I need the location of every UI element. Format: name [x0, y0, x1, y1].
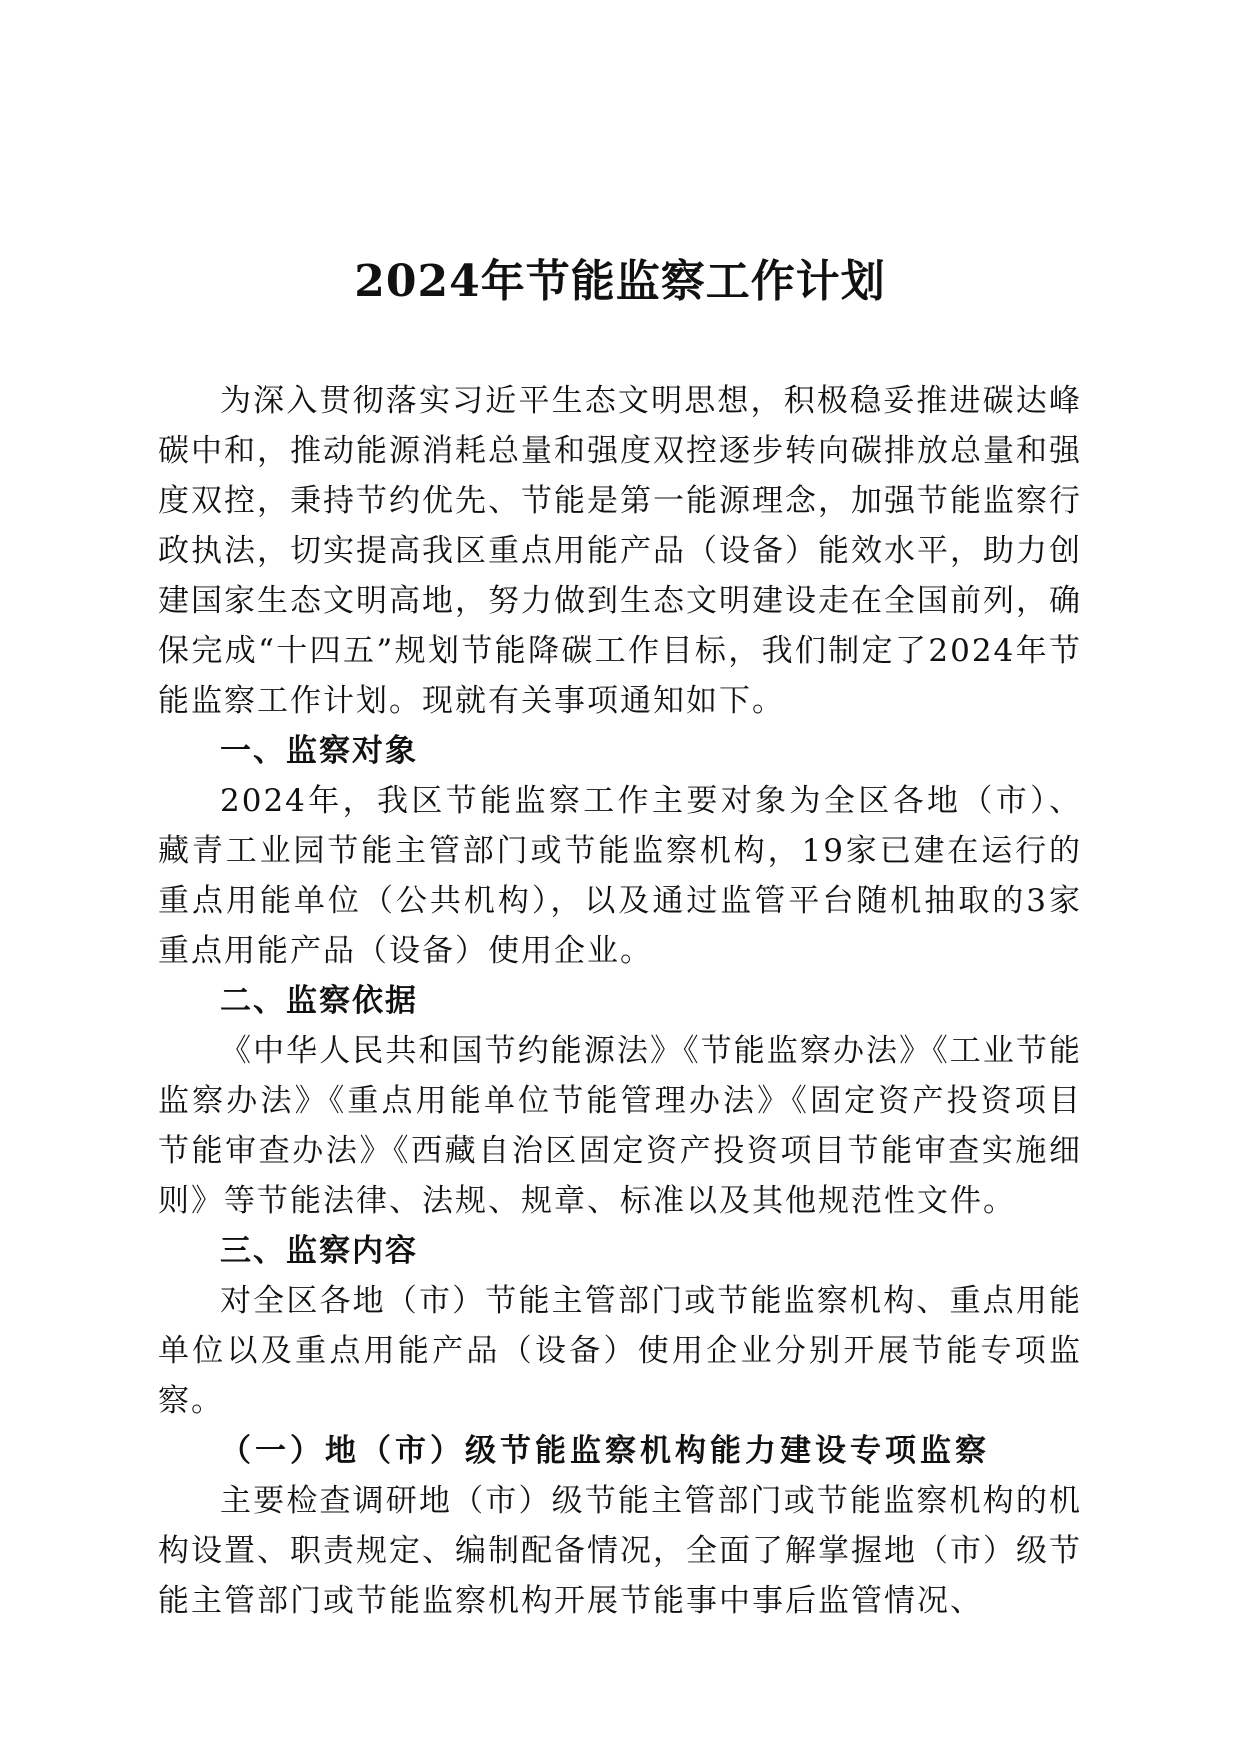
subsection-heading: （一）地（市）级节能监察机构能力建设专项监察 [220, 1433, 990, 1469]
section-paragraph-basis: 《中华人民共和国节约能源法》《节能监察办法》《工业节能监察办法》《重点用能单位节能管理办法》《固定资产投资项目节能审查办法》《西藏自治区固定资产投资项目节能审查实施细则》等节能法律、法规、规章、标准以及其他规范性文件。 [158, 1033, 1082, 1219]
section-heading-subjects: 一、监察对象 [220, 733, 418, 769]
section-heading-basis: 二、监察依据 [220, 983, 418, 1019]
subsection-paragraph: 主要检查调研地（市）级节能主管部门或节能监察机构的机构设置、职责规定、编制配备情况，全面了解掌握地（市）级节能主管部门或节能监察机构开展节能事中事后监管情况、 [158, 1483, 1082, 1619]
section-paragraph-subjects: 2024年，我区节能监察工作主要对象为全区各地（市）、藏青工业园节能主管部门或节能监察机构，19家已建在运行的重点用能单位（公共机构），以及通过监管平台随机抽取的3家重点用能产品（设备）使用企业。 [158, 783, 1082, 969]
intro-paragraph: 为深入贯彻落实习近平生态文明思想，积极稳妥推进碳达峰碳中和，推动能源消耗总量和强度双控逐步转向碳排放总量和强度双控，秉持节约优先、节能是第一能源理念，加强节能监察行政执法，切实提高我区重点用能产品（设备）能效水平，助力创建国家生态文明高地，努力做到生态文明建设走在全国前列，确保完成“十四五”规划节能降碳工作目标，我们制定了2024年节能监察工作计划。现就有关事项通知如下。 [158, 383, 1082, 719]
document-title: 2024年节能监察工作计划 [354, 256, 886, 307]
document-body [158, 376, 1082, 1626]
section-heading-content: 三、监察内容 [220, 1233, 418, 1269]
section-paragraph-content: 对全区各地（市）节能主管部门或节能监察机构、重点用能单位以及重点用能产品（设备）使用企业分别开展节能专项监察。 [158, 1283, 1082, 1419]
